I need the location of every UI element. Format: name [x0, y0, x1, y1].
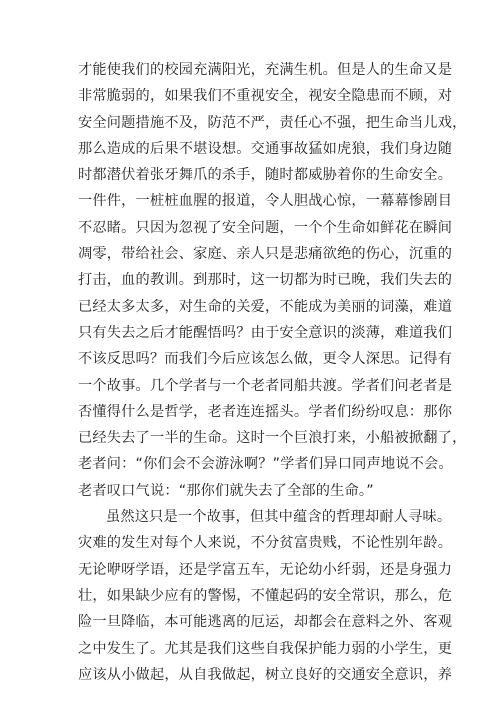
text-line: 老者叹口气说：“那你们就失去了全部的生命。”: [78, 482, 374, 499]
text-line: 那么造成的后果不堪设想。交通事故猛如虎狼，我们身边随: [78, 140, 453, 157]
text-line: 虽然这只是一个故事，但其中蕴含的哲理却耐人寻味。: [106, 509, 452, 526]
text-line: 不忍睹。只因为忽视了安全问题，一个个生命如鲜花在瞬间: [78, 219, 453, 236]
text-line: 已经太多太多，对生命的关爱，不能成为美丽的词藻，难道: [78, 298, 453, 315]
text-line: 无论咿呀学语，还是学富五车，无论幼小纤弱，还是身强力: [78, 561, 453, 578]
text-line: 时都潜伏着张牙舞爪的杀手，随时都威胁着你的生命安全。: [78, 167, 453, 184]
paragraph-1: [78, 57, 467, 504]
text-line: 否懂得什么是哲学，老者连连摇头。学者们纷纷叹息：那你: [78, 403, 453, 420]
text-line: 已经失去了一半的生命。这时一个巨浪打来，小船被掀翻了，: [78, 430, 467, 447]
text-line: 险一旦降临，本可能逃离的厄运，却都会在意料之外、客观: [78, 614, 453, 631]
text-line: 打击，血的教训。到那时，这一切都为时已晚，我们失去的: [78, 272, 453, 289]
text-line: 只有失去之后才能醒悟吗？由于安全意识的淡薄，难道我们: [78, 324, 453, 341]
text-line: 凋零，带给社会、家庭、亲人只是悲痛欲绝的伤心，沉重的: [78, 246, 453, 263]
text-line: 应该从小做起，从自我做起，树立良好的交通安全意识，养: [78, 666, 453, 683]
text-line: 才能使我们的校园充满阳光，充满生机。但是人的生命又是: [78, 62, 453, 78]
text-line: 壮，如果缺少应有的警惕，不懂起码的安全常识，那么，危: [78, 587, 453, 604]
text-line: 灾难的发生对每个人来说，不分贫富贵贱，不论性别年龄。: [78, 535, 453, 552]
text-line: 一个故事。几个学者与一个老者同船共渡。学者们问老者是: [78, 377, 453, 394]
text-line: 不该反思吗？而我们今后应该怎么做，更令人深思。记得有: [78, 351, 453, 368]
text-line: 一件件，一桩桩血腥的报道，令人胆战心惊，一幕幕惨剧目: [78, 193, 453, 210]
text-line: 之中发生了。尤其是我们这些自我保护能力弱的小学生，更: [78, 640, 453, 657]
text-line: 非常脆弱的，如果我们不重视安全，视安全隐患而不顾，对: [78, 88, 453, 105]
text-line: 安全问题措施不及，防范不严，责任心不强，把生命当儿戏，: [78, 114, 467, 131]
body-text: [78, 57, 467, 688]
text-line: 老者问：“你们会不会游泳啊？”学者们异口同声地说不会。: [78, 456, 453, 473]
paragraph-2: [78, 504, 453, 688]
